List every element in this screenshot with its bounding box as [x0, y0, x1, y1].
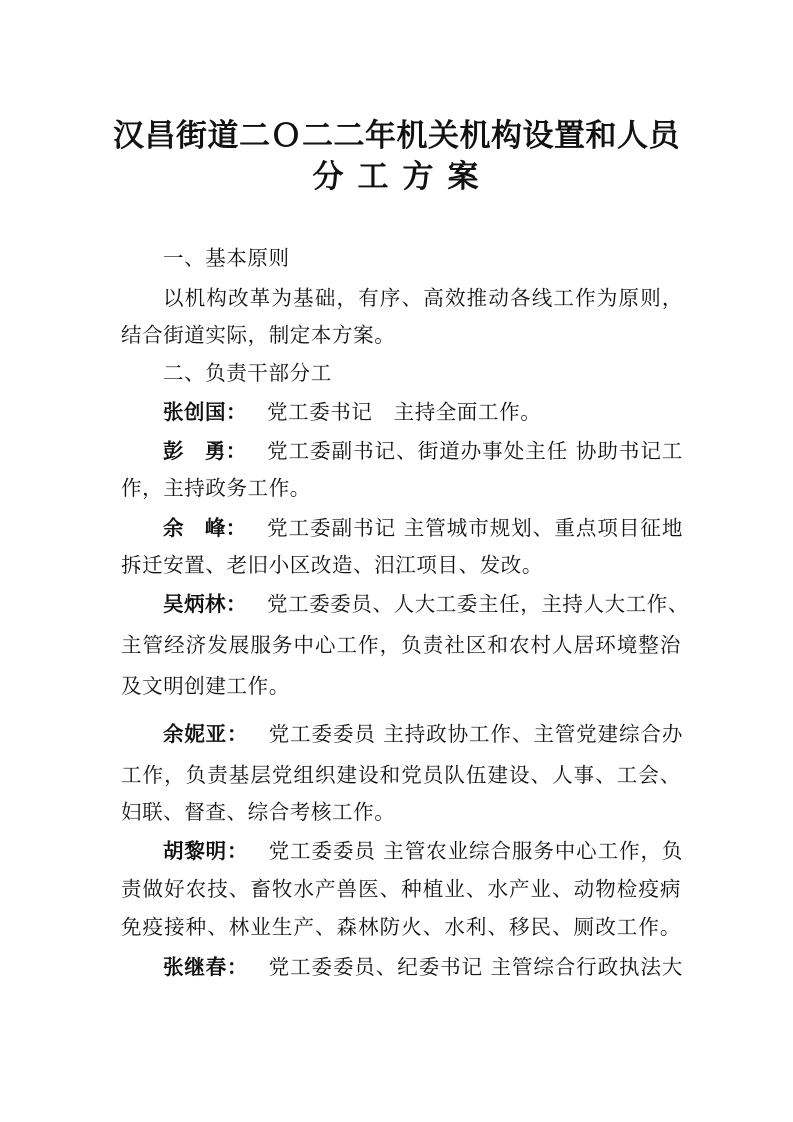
person-duty-6-line1: 党工委委员 主管农业综合服务中心工作，负 [268, 839, 684, 863]
person-duty-7-line1: 党工委委员、纪委书记 主管综合行政执法大 [268, 955, 684, 979]
section1-text-line1: 以机构改革为基础，有序、高效推动各线工作为原则， [163, 286, 683, 310]
person-duty-2-line2: 作，主持政务工作。 [121, 476, 311, 500]
person-name-4: 吴炳林： [163, 592, 247, 616]
person-name-1: 张创国： [163, 400, 247, 424]
person-paragraph-5 [163, 719, 683, 749]
person-duty-3-line2: 拆迁安置、老旧小区改造、汨江项目、发改。 [121, 553, 543, 577]
person-duty-5-line1: 党工委委员 主持政协工作、主管党建综合办 [268, 722, 684, 746]
person-name-3: 余 峰： [163, 516, 247, 540]
person-duty-4-line2: 主管经济发展服务中心工作，负责社区和农村人居环境整治 [121, 633, 681, 657]
section1-heading: 一、基本原则 [163, 246, 290, 270]
person-duty-4-line1: 党工委委员、人大工委主任，主持人大工作、 [267, 592, 689, 616]
person-paragraph-1 [163, 397, 683, 427]
person-duty-2-line1: 党工委副书记、街道办事处主任 协助书记工 [266, 439, 684, 463]
person-name-5: 余妮亚： [163, 722, 249, 746]
person-paragraph-2 [163, 436, 683, 466]
document-title-line1: 汉昌街道二Ｏ二二年机关机构设置和人员 [113, 118, 680, 154]
person-duty-6-line3: 免疫接种、林业生产、森林防火、水利、移民、厕改工作。 [121, 915, 681, 939]
person-paragraph-3 [163, 513, 683, 543]
person-paragraph-6 [163, 836, 683, 866]
person-duty-5-line2: 工作，负责基层党组织建设和党员队伍建设、人事、工会、 [121, 763, 681, 787]
person-duty-1-line1: 党工委书记 主持全面工作。 [267, 400, 542, 424]
person-duty-3-line1: 党工委副书记 主管城市规划、重点项目征地 [266, 516, 684, 540]
person-duty-6-line2: 责做好农技、畜牧水产兽医、种植业、水产业、动物检疫病 [121, 877, 681, 901]
person-name-6: 胡黎明： [163, 839, 249, 863]
person-duty-5-line3: 妇联、督查、综合考核工作。 [121, 800, 396, 824]
section2-heading: 二、负责干部分工 [163, 361, 332, 385]
person-paragraph-4 [163, 589, 689, 619]
person-duty-4-line3: 及文明创建工作。 [121, 674, 290, 698]
section1-text-line2: 结合街道实际，制定本方案。 [121, 323, 396, 347]
person-name-2: 彭 勇： [163, 439, 247, 463]
document-title-line2: 分工方案 [312, 159, 493, 195]
person-paragraph-7 [163, 952, 683, 982]
person-name-7: 张继春： [163, 955, 249, 979]
